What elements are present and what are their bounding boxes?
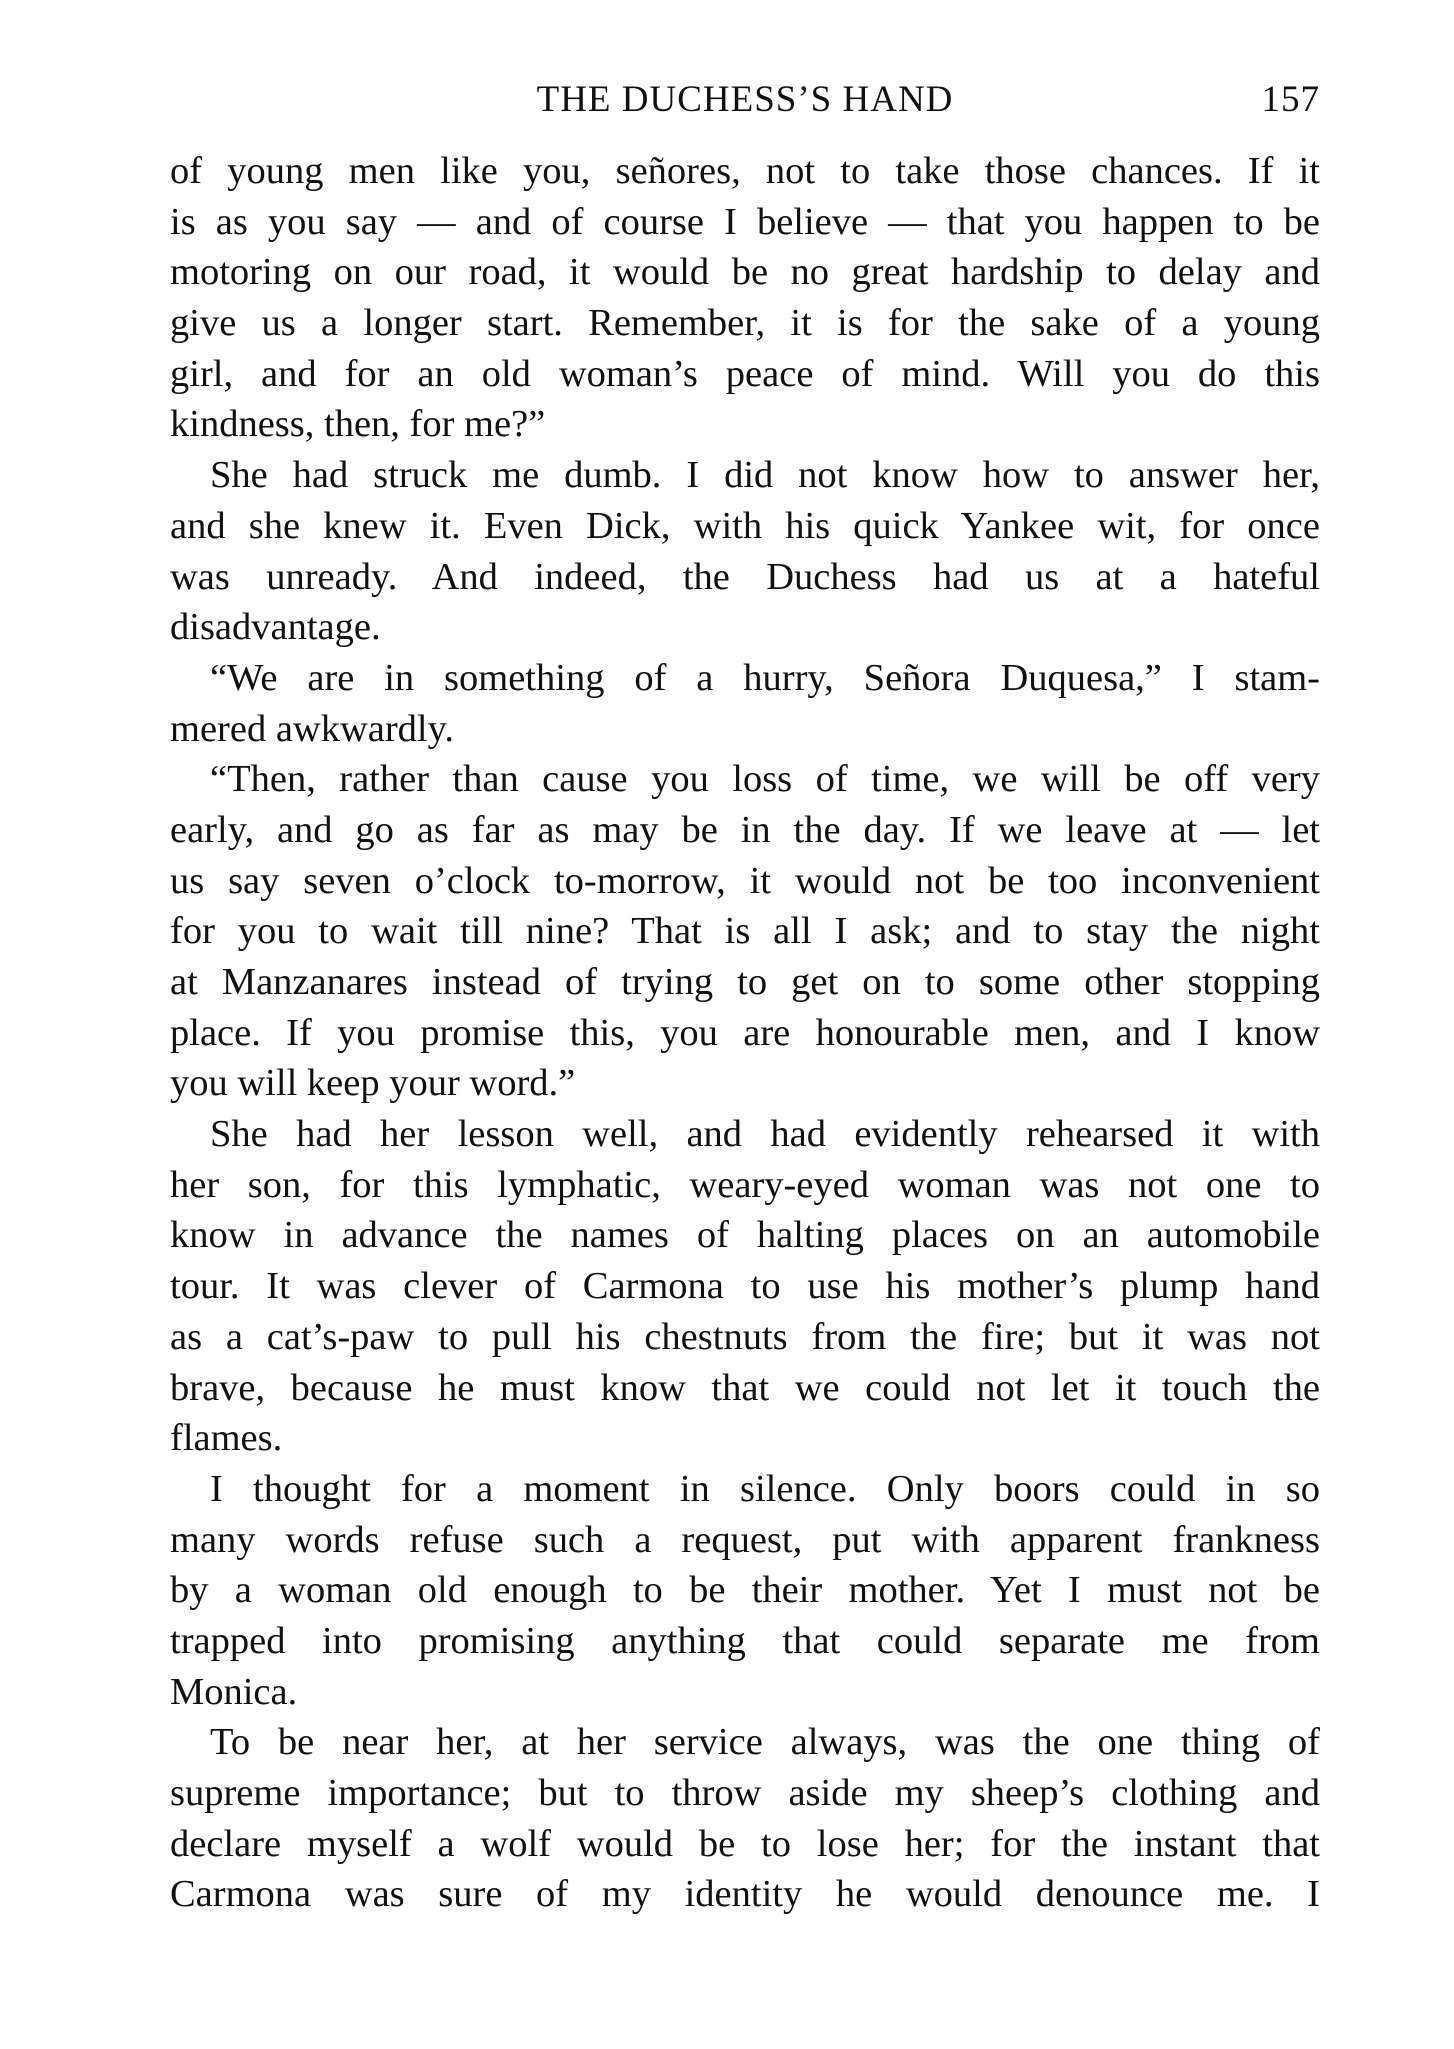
text-line: Carmona was sure of my identity he would denounce me. I xyxy=(170,1873,1320,1916)
text-line: supreme importance; but to throw aside my sheep’s clothing and xyxy=(170,1772,1320,1814)
paragraph xyxy=(170,754,1320,1109)
text-line: tour. It was clever of Carmona to use his mother’s plump hand xyxy=(170,1265,1320,1308)
text-line: place. If you promise this, you are honourable men, and I know xyxy=(170,1011,1320,1054)
text-line: of young men like you, señores, not to take those chances. If it xyxy=(170,150,1320,192)
text-line: her son, for this lymphatic, weary-eyed woman was not one to xyxy=(170,1163,1320,1206)
text-line: by a woman old enough to be their mother. Yet I must not be xyxy=(170,1569,1320,1612)
text-line: brave, because he must know that we could not let it touch the xyxy=(170,1366,1320,1409)
text-line: Monica. xyxy=(170,1670,298,1713)
paragraph xyxy=(170,1717,1320,1920)
text-line: mered awkwardly. xyxy=(170,707,454,750)
text-line: many words refuse such a request, put with apparent frankness xyxy=(170,1518,1320,1561)
text-line: at Manzanares instead of trying to get on to some other stopping xyxy=(170,961,1320,1003)
page-number: 157 xyxy=(1261,79,1320,120)
text-line: as a cat’s-paw to pull his chestnuts from the fire; but it was not xyxy=(170,1315,1320,1358)
paragraph xyxy=(170,146,1320,450)
text-line: girl, and for an old woman’s peace of mind. Will you do this xyxy=(170,352,1320,395)
text-line: is as you say — and of course I believe — that you happen to be xyxy=(170,200,1320,243)
text-line: know in advance the names of halting places on an automobile xyxy=(170,1214,1320,1257)
paragraph xyxy=(170,1464,1320,1717)
text-line: She had her lesson well, and had evidently rehearsed it with xyxy=(210,1113,1320,1156)
text-line: “Then, rather than cause you loss of time, we will be off very xyxy=(210,758,1320,801)
text-line: us say seven o’clock to-morrow, it would not be too inconvenient xyxy=(170,859,1320,902)
text-line: “We are in something of a hurry, Señora Duquesa,” I stam- xyxy=(210,656,1320,699)
running-title: THE DUCHESS’S HAND xyxy=(536,79,954,120)
text-line: kindness, then, for me?” xyxy=(170,403,546,446)
text-line: for you to wait till nine? That is all I ask; and to stay the night xyxy=(170,910,1320,953)
paragraph xyxy=(170,1109,1320,1464)
text-line: flames. xyxy=(170,1417,283,1460)
text-line: disadvantage. xyxy=(170,606,381,649)
body-text xyxy=(170,146,1320,1920)
paragraph xyxy=(170,450,1320,653)
text-line: and she knew it. Even Dick, with his quick Yankee wit, for once xyxy=(170,504,1320,547)
text-line: She had struck me dumb. I did not know how to answer her, xyxy=(210,454,1320,497)
text-line: trapped into promising anything that could separate me from xyxy=(170,1619,1320,1662)
running-head xyxy=(170,78,1320,128)
text-line: declare myself a wolf would be to lose her; for the instant that xyxy=(170,1822,1320,1865)
text-line: To be near her, at her service always, was the one thing of xyxy=(210,1721,1320,1764)
text-line: give us a longer start. Remember, it is for the sake of a young xyxy=(170,302,1320,345)
text-line: you will keep your word.” xyxy=(170,1062,576,1105)
text-line: motoring on our road, it would be no great hardship to delay and xyxy=(170,251,1320,294)
text-line: early, and go as far as may be in the day. If we leave at — let xyxy=(170,808,1320,851)
text-line: I thought for a moment in silence. Only boors could in so xyxy=(210,1467,1320,1510)
paragraph xyxy=(170,653,1320,754)
text-line: was unready. And indeed, the Duchess had us at a hateful xyxy=(170,555,1320,598)
